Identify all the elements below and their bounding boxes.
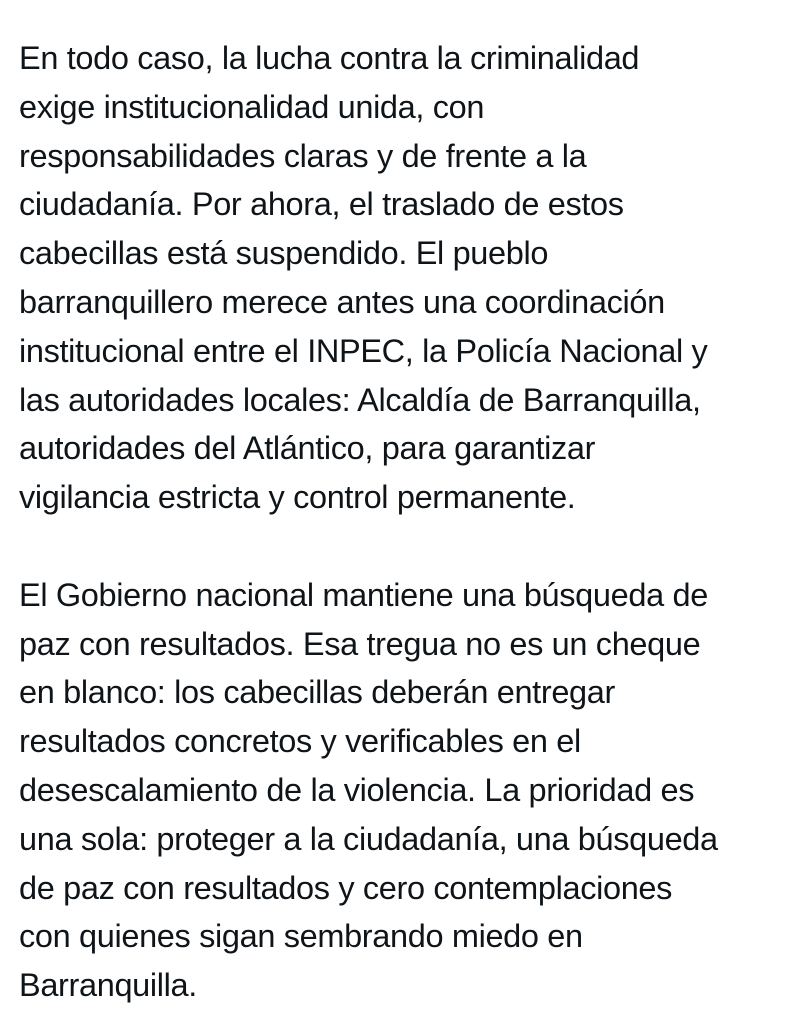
paragraph-spacer — [19, 522, 799, 571]
text-line: una sola: proteger a la ciudadanía, una búsqueda — [19, 820, 718, 857]
text-line: En todo caso, la lucha contra la criminalidad — [19, 40, 640, 76]
text-line: barranquillero merece antes una coordinación — [19, 283, 665, 320]
text-line: en blanco: los cabecillas deberán entregar — [19, 674, 615, 711]
text-line: responsabilidades claras y de frente a la — [19, 137, 587, 174]
text-line: desescalamiento de la violencia. La prioridad es — [19, 771, 695, 808]
text-line: institucional entre el INPEC, la Policía Nacional y — [19, 332, 708, 369]
text-line: ciudadanía. Por ahora, el traslado de estos — [19, 186, 624, 223]
text-line: exige institucionalidad unida, con — [19, 88, 485, 125]
post-text — [19, 34, 799, 1010]
text-line: Barranquilla. — [19, 967, 197, 1004]
text-line: El Gobierno nacional mantiene una búsqueda de — [19, 576, 708, 613]
text-line: con quienes sigan sembrando miedo en — [19, 918, 583, 955]
text-line: resultados concretos y verificables en el — [19, 723, 581, 760]
post-paragraph-1 — [19, 34, 799, 522]
text-line: cabecillas está suspendido. El pueblo — [19, 235, 549, 272]
text-line: paz con resultados. Esa tregua no es un cheque — [19, 625, 701, 662]
text-line: vigilancia estricta y control permanente. — [19, 479, 576, 516]
post-paragraph-2 — [19, 571, 799, 1010]
text-line: autoridades del Atlántico, para garantizar — [19, 430, 596, 467]
text-line: las autoridades locales: Alcaldía de Barranquilla, — [19, 381, 701, 418]
text-line: de paz con resultados y cero contemplaciones — [19, 869, 673, 906]
